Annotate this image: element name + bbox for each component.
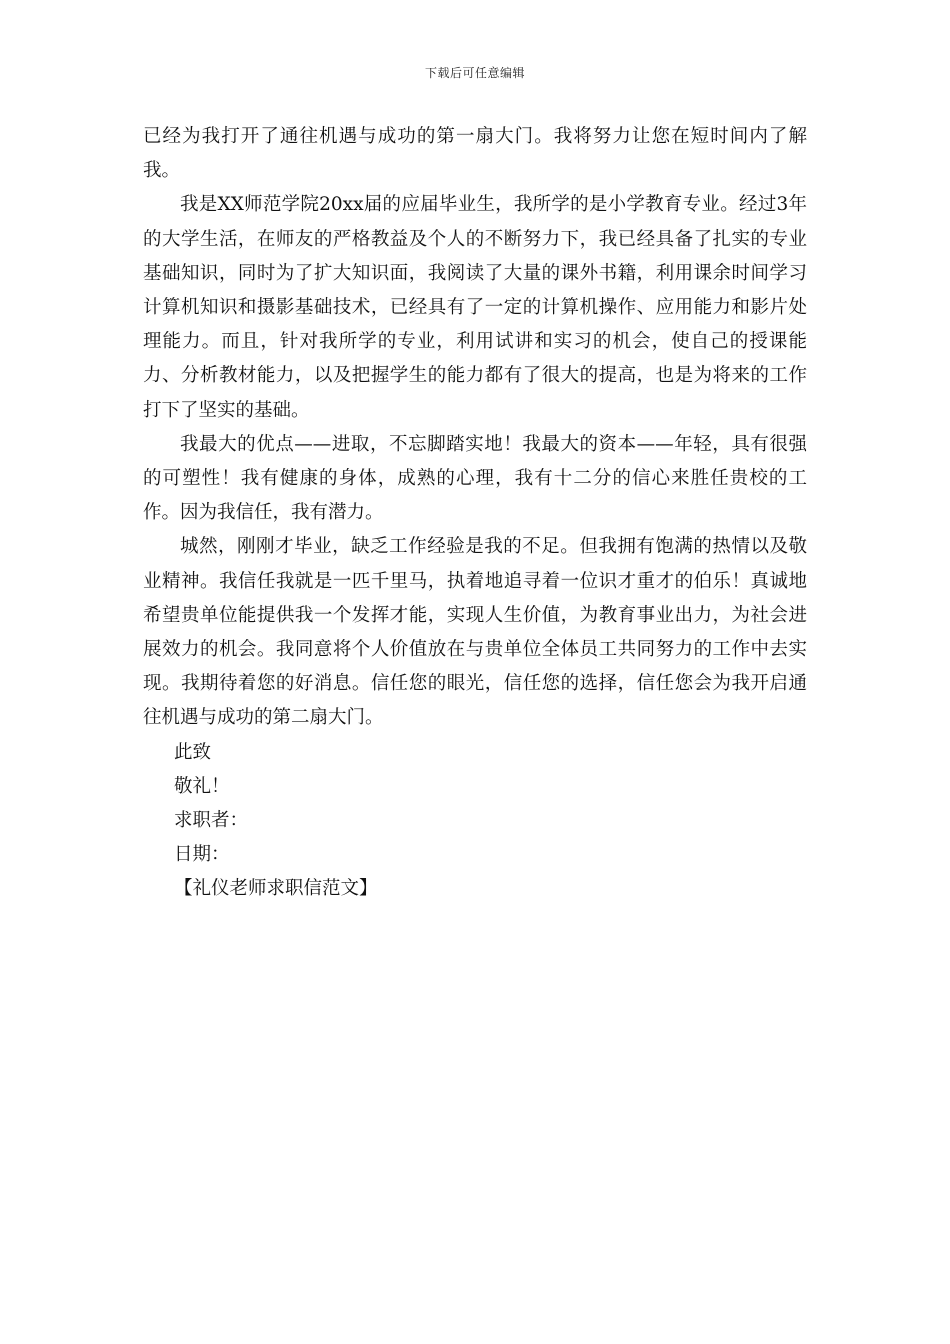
page-header-note: 下载后可任意编辑 [424,66,525,80]
closing-regards: 敬礼！ [174,775,230,797]
paragraph-2: 我是XX师范学院20xx届的应届毕业生，我所学的是小学教育专业。经过3年的大学生活，在师友的严格教益及个人的不断努力下，我已经具备了扎实的专业基础知识，同时为了扩大知识面，我阅读了大量的课外书籍，利用课余时间学习计算机知识和摄影基础技术，已经具有了一定的计算机操作、应用能力和影片处理能力。而且，针对我所学的专业，利用试讲和实习的机会，使自己的授课能力、分析教材能力，以及把握学生的能力都有了很大的提高，也是为将来的工作打下了坚实的基础。 [143,194,807,421]
letter-body [143,120,807,907]
date-line: 日期： [174,844,230,866]
paragraph-3: 我最大的优点——进取，不忘脚踏实地！我最大的资本——年轻，具有很强的可塑性！我有健康的身体，成熟的心理，我有十二分的信心来胜任贵校的工作。因为我信任，我有潜力。 [143,433,807,524]
paragraph-4: 城然，刚刚才毕业，缺乏工作经验是我的不足。但我拥有饱满的热情以及敬业精神。我信任我就是一匹千里马，执着地追寻着一位识才重才的伯乐！真诚地希望贵单位能提供我一个发挥才能，实现人生价值，为教育事业出力，为社会进展效力的机会。我同意将个人价值放在与贵单位全体员工共同努力的工作中去实现。我期待着您的好消息。信任您的眼光，信任您的选择，信任您会为我开启通往机遇与成功的第二扇大门。 [143,536,807,729]
paragraph-1: 已经为我打开了通往机遇与成功的第一扇大门。我将努力让您在短时间内了解我。 [143,126,807,182]
applicant-line: 求职者： [174,810,249,832]
document-title-link[interactable]: 【礼仪老师求职信范文】 [174,878,378,900]
closing-salutation: 此致 [174,741,212,763]
